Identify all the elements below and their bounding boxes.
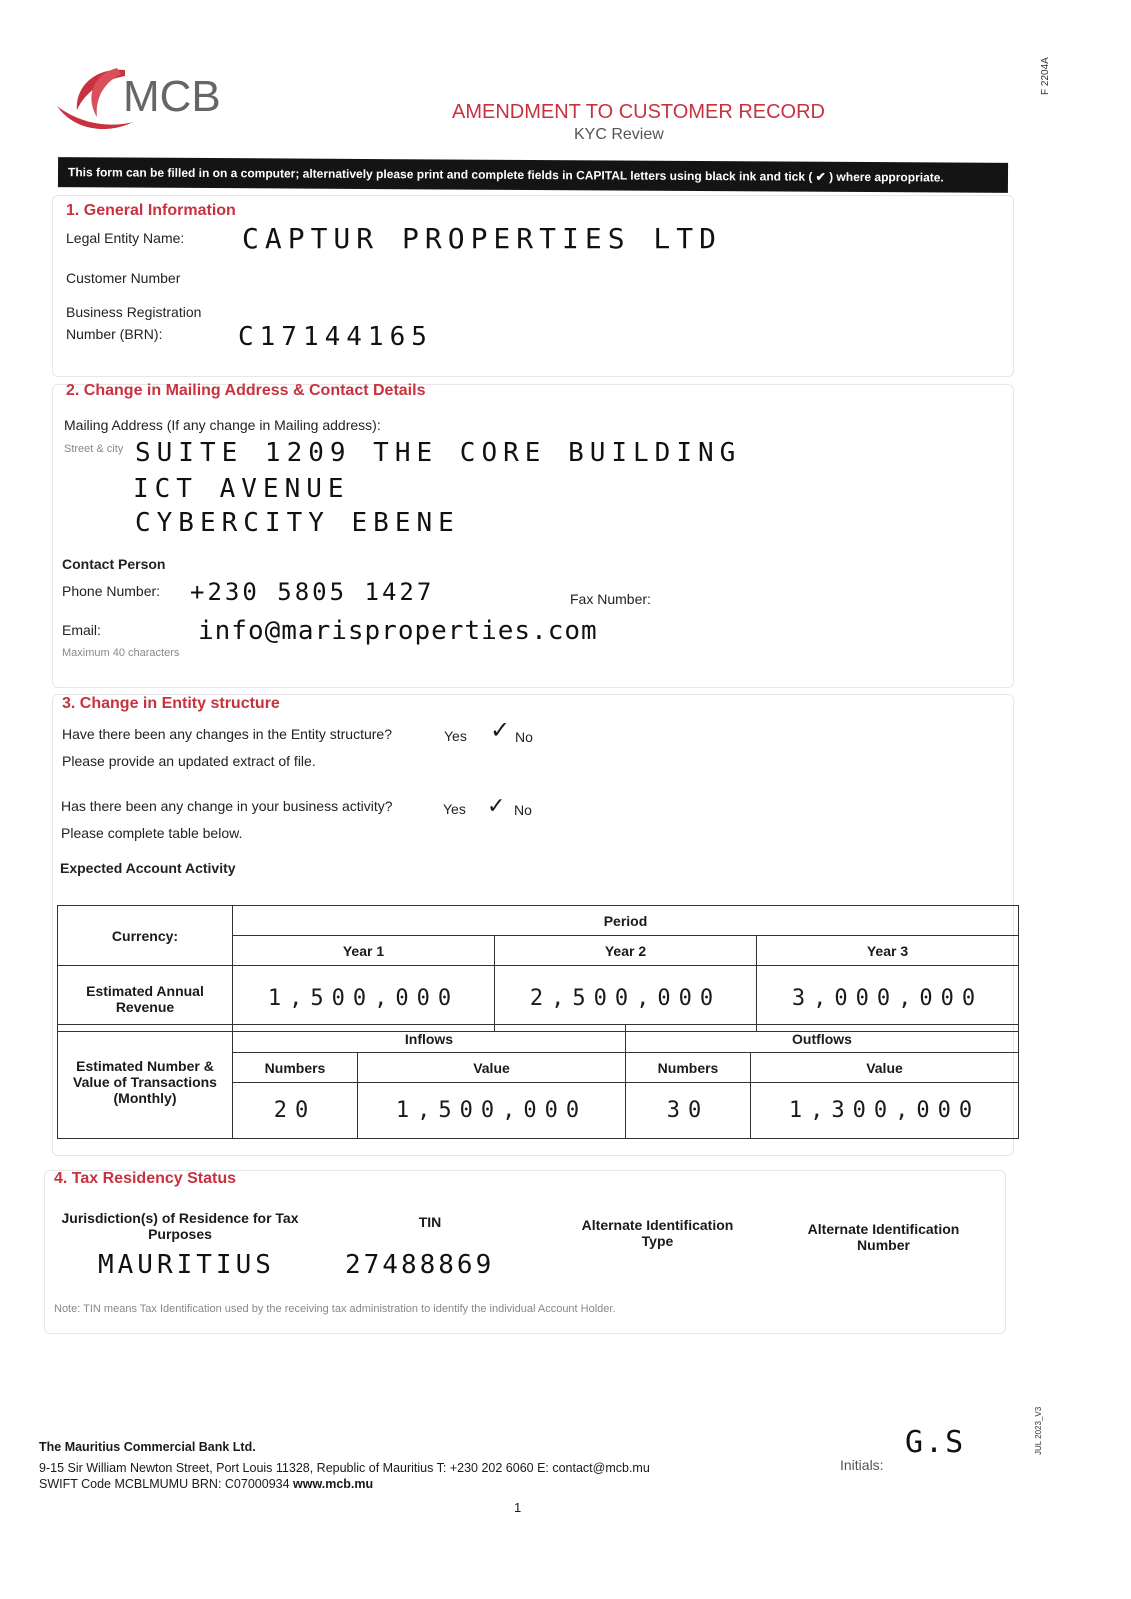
txn-label-1: Estimated Number & bbox=[76, 1057, 214, 1074]
inflows-numbers[interactable]: 20 bbox=[233, 1083, 358, 1139]
q1-no-tick-icon: ✓ bbox=[490, 717, 511, 744]
outflows-header: Outflows bbox=[626, 1025, 1019, 1053]
section4-title: 4. Tax Residency Status bbox=[54, 1170, 236, 1187]
address-line-1[interactable]: SUITE 1209 THE CORE BUILDING bbox=[135, 438, 742, 468]
email-label: Email: bbox=[62, 622, 101, 638]
bank-address: 9-15 Sir William Newton Street, Port Louis 11328, Republic of Mauritius T: +230 202 6060 E: contact@mcb.mu bbox=[39, 1461, 650, 1475]
instructions-bar: This form can be filled in on a computer; alternatively please print and complete fields in CAPITAL letters using black ink and tick ( ✔ ) where appropriate. bbox=[58, 157, 1008, 193]
txn-label-3: (Monthly) bbox=[113, 1089, 177, 1106]
outflows-numbers-header: Numbers bbox=[626, 1053, 751, 1083]
jurisdiction-value[interactable]: MAURITIUS bbox=[98, 1250, 275, 1280]
tax-col1-header bbox=[60, 1210, 300, 1242]
q1-yes[interactable]: Yes bbox=[444, 728, 467, 744]
address-line-3[interactable]: CYBERCITY EBENE bbox=[135, 508, 460, 538]
mailing-address-label: Mailing Address (If any change in Mailing address): bbox=[64, 417, 381, 433]
inflows-value[interactable]: 1,500,000 bbox=[358, 1083, 626, 1139]
initials-value[interactable]: G.S bbox=[905, 1425, 966, 1460]
section2-title: 2. Change in Mailing Address & Contact Details bbox=[66, 382, 426, 399]
year2-header: Year 2 bbox=[495, 936, 757, 966]
tax-col4-header bbox=[796, 1221, 971, 1253]
website-link[interactable]: www.mcb.mu bbox=[293, 1477, 374, 1491]
q1-sub: Please provide an updated extract of file. bbox=[62, 753, 316, 769]
version-code: JUL 2023_V3 bbox=[1034, 1406, 1043, 1455]
form-title: AMENDMENT TO CUSTOMER RECORD bbox=[452, 101, 825, 123]
transactions-label bbox=[58, 1025, 233, 1139]
page-number: 1 bbox=[514, 1500, 522, 1515]
swift-text: SWIFT Code MCBLMUMU BRN: C07000934 bbox=[39, 1477, 294, 1491]
q1-no[interactable]: No bbox=[515, 729, 533, 745]
address-line-2[interactable]: ICT AVENUE bbox=[133, 474, 350, 504]
email-value[interactable]: info@marisproperties.com bbox=[198, 616, 598, 646]
tax-col1-line1: Jurisdiction(s) of Residence for Tax bbox=[61, 1210, 299, 1226]
period-header: Period bbox=[233, 906, 1019, 936]
legal-entity-value[interactable]: CAPTUR PROPERTIES LTD bbox=[242, 222, 723, 255]
phone-label: Phone Number: bbox=[62, 583, 161, 599]
tin-note: Note: TIN means Tax Identification used by the receiving tax administration to identify the individual Account Holder. bbox=[54, 1303, 616, 1315]
year1-header: Year 1 bbox=[233, 936, 495, 966]
contact-person-label: Contact Person bbox=[62, 556, 166, 572]
legal-entity-label: Legal Entity Name: bbox=[66, 230, 185, 246]
brn-label-1: Business Registration bbox=[66, 304, 202, 320]
revenue-label-1: Estimated Annual bbox=[86, 982, 204, 999]
q2-yes[interactable]: Yes bbox=[443, 801, 466, 817]
revenue-year1[interactable]: 1,500,000 bbox=[233, 966, 495, 1032]
expected-activity-title: Expected Account Activity bbox=[60, 860, 236, 876]
tax-col3-line2: Type bbox=[641, 1233, 674, 1249]
txn-label-2: Value of Transactions bbox=[73, 1073, 217, 1090]
tin-value[interactable]: 27488869 bbox=[345, 1250, 495, 1280]
revenue-year3[interactable]: 3,000,000 bbox=[757, 966, 1019, 1032]
section1-title: 1. General Information bbox=[66, 202, 236, 219]
phone-value[interactable]: +230 5805 1427 bbox=[190, 578, 435, 606]
inflows-header: Inflows bbox=[233, 1025, 626, 1053]
q2-no[interactable]: No bbox=[514, 802, 532, 818]
email-note: Maximum 40 characters bbox=[62, 647, 180, 659]
tax-col4-line2: Number bbox=[857, 1237, 910, 1253]
tax-col3-header bbox=[570, 1217, 745, 1249]
transactions-table bbox=[57, 1024, 1019, 1139]
account-activity-table bbox=[57, 905, 1019, 1032]
revenue-year2[interactable]: 2,500,000 bbox=[495, 966, 757, 1032]
revenue-label bbox=[58, 966, 233, 1032]
q2-sub: Please complete table below. bbox=[61, 825, 243, 841]
q2-no-tick-icon: ✓ bbox=[487, 793, 506, 818]
initials-label: Initials: bbox=[840, 1457, 884, 1473]
bank-swift bbox=[39, 1477, 373, 1491]
street-city-label: Street & city bbox=[64, 443, 124, 455]
brand-name: MCB bbox=[123, 72, 221, 121]
revenue-label-2: Revenue bbox=[115, 998, 175, 1015]
brn-value[interactable]: C17144165 bbox=[238, 322, 433, 352]
customer-number-label: Customer Number bbox=[66, 270, 181, 286]
section3-title: 3. Change in Entity structure bbox=[62, 695, 280, 712]
bank-name: The Mauritius Commercial Bank Ltd. bbox=[39, 1440, 256, 1454]
tax-col3-line1: Alternate Identification bbox=[581, 1217, 734, 1233]
inflows-numbers-header: Numbers bbox=[233, 1053, 358, 1083]
q1-text: Have there been any changes in the Entity structure? bbox=[62, 726, 392, 742]
form-subtitle: KYC Review bbox=[574, 126, 664, 143]
outflows-value[interactable]: 1,300,000 bbox=[751, 1083, 1019, 1139]
outflows-value-header: Value bbox=[751, 1053, 1019, 1083]
q2-text: Has there been any change in your business activity? bbox=[61, 798, 393, 814]
tax-col1-line2: Purposes bbox=[148, 1226, 212, 1242]
outflows-numbers[interactable]: 30 bbox=[626, 1083, 751, 1139]
currency-cell: Currency: bbox=[58, 906, 233, 966]
tax-col2-header: TIN bbox=[418, 1214, 442, 1230]
fax-label: Fax Number: bbox=[570, 591, 651, 607]
brn-label-2: Number (BRN): bbox=[66, 326, 163, 342]
year3-header: Year 3 bbox=[757, 936, 1019, 966]
tax-col4-line1: Alternate Identification bbox=[807, 1221, 960, 1237]
inflows-value-header: Value bbox=[358, 1053, 626, 1083]
form-code: F 2204A bbox=[1040, 57, 1051, 95]
mcb-logo bbox=[55, 62, 235, 137]
